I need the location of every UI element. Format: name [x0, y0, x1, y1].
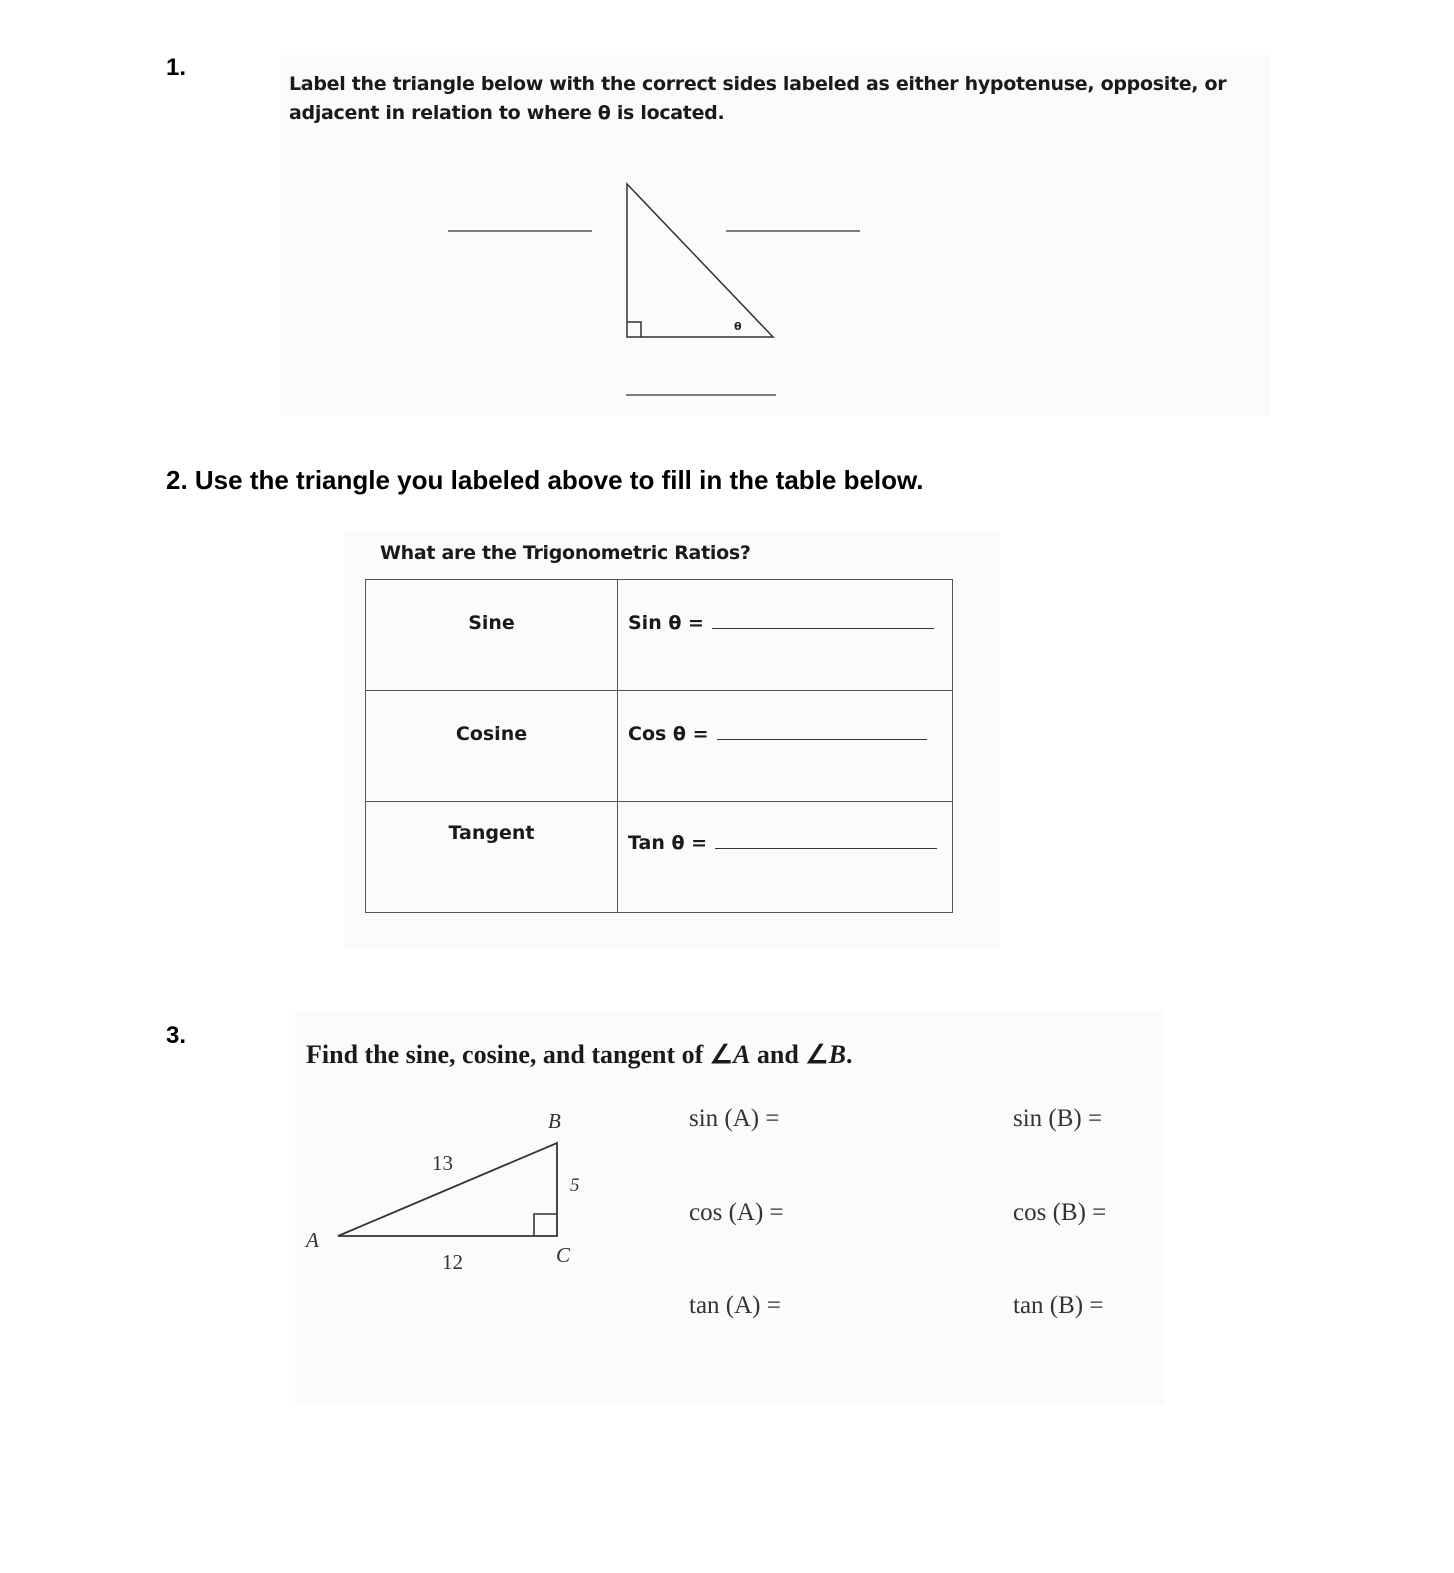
ratio-answer-cell[interactable]: [618, 580, 953, 691]
ratio-name-cell: [366, 802, 618, 913]
instruction-text: Find the sine, cosine, and tangent of ∠: [306, 1040, 734, 1069]
table-title: What are the Trigonometric Ratios?: [380, 542, 751, 564]
table-row: [366, 580, 953, 691]
right-triangle: [627, 184, 773, 337]
sin-a-equation: sin (A) =: [689, 1105, 780, 1132]
instruction-text: and ∠: [750, 1040, 829, 1069]
question-3-number: 3.: [166, 1022, 187, 1049]
ratio-answer-cell[interactable]: [618, 691, 953, 802]
question-2-prompt: 2. Use the triangle you labeled above to fill in the table below.: [166, 465, 924, 495]
vertex-c-label: C: [556, 1243, 571, 1267]
hypotenuse-length: 13: [432, 1151, 453, 1175]
angle-b-label: B: [828, 1040, 846, 1069]
answer-blank[interactable]: [715, 832, 937, 849]
ratio-answer-cell[interactable]: [618, 802, 953, 913]
ratio-name-cell: [366, 691, 618, 802]
vertex-b-label: B: [548, 1109, 561, 1133]
answer-blank[interactable]: [712, 612, 934, 629]
tan-a-equation: tan (A) =: [689, 1292, 781, 1319]
table-row: [366, 691, 953, 802]
instruction-text: .: [846, 1040, 853, 1069]
answer-blank[interactable]: [717, 723, 927, 740]
angle-a-label: A: [733, 1040, 751, 1069]
ratio-name-cell: [366, 580, 618, 691]
ratio-name: Tangent: [448, 822, 535, 844]
cos-b-equation: cos (B) =: [1013, 1199, 1107, 1226]
ratio-expression: Sin θ =: [628, 612, 704, 634]
question-1-number: 1.: [166, 54, 187, 81]
ratio-name: Cosine: [455, 723, 528, 745]
vertex-a-label: A: [306, 1228, 319, 1252]
ratio-expression: Cos θ =: [628, 723, 709, 745]
trig-ratios-table: [365, 579, 953, 913]
right-angle-marker: [534, 1214, 557, 1236]
table-row: [366, 802, 953, 913]
side-ac-length: 12: [442, 1250, 463, 1274]
ratio-name: Sine: [468, 612, 515, 634]
right-angle-marker: [627, 322, 641, 337]
question-3-instruction: [306, 1040, 853, 1070]
sin-b-equation: sin (B) =: [1013, 1105, 1103, 1132]
cos-a-equation: cos (A) =: [689, 1199, 784, 1226]
ratio-expression: Tan θ =: [628, 832, 708, 854]
theta-label: θ: [734, 320, 742, 333]
q1-triangle-figure: [440, 175, 870, 405]
tan-b-equation: tan (B) =: [1013, 1292, 1104, 1319]
side-bc-length: 5: [570, 1175, 580, 1196]
question-1-instruction: Label the triangle below with the correct sides labeled as either hypotenuse, opposite, or adjacent in relation to where θ is located.: [289, 73, 1227, 124]
